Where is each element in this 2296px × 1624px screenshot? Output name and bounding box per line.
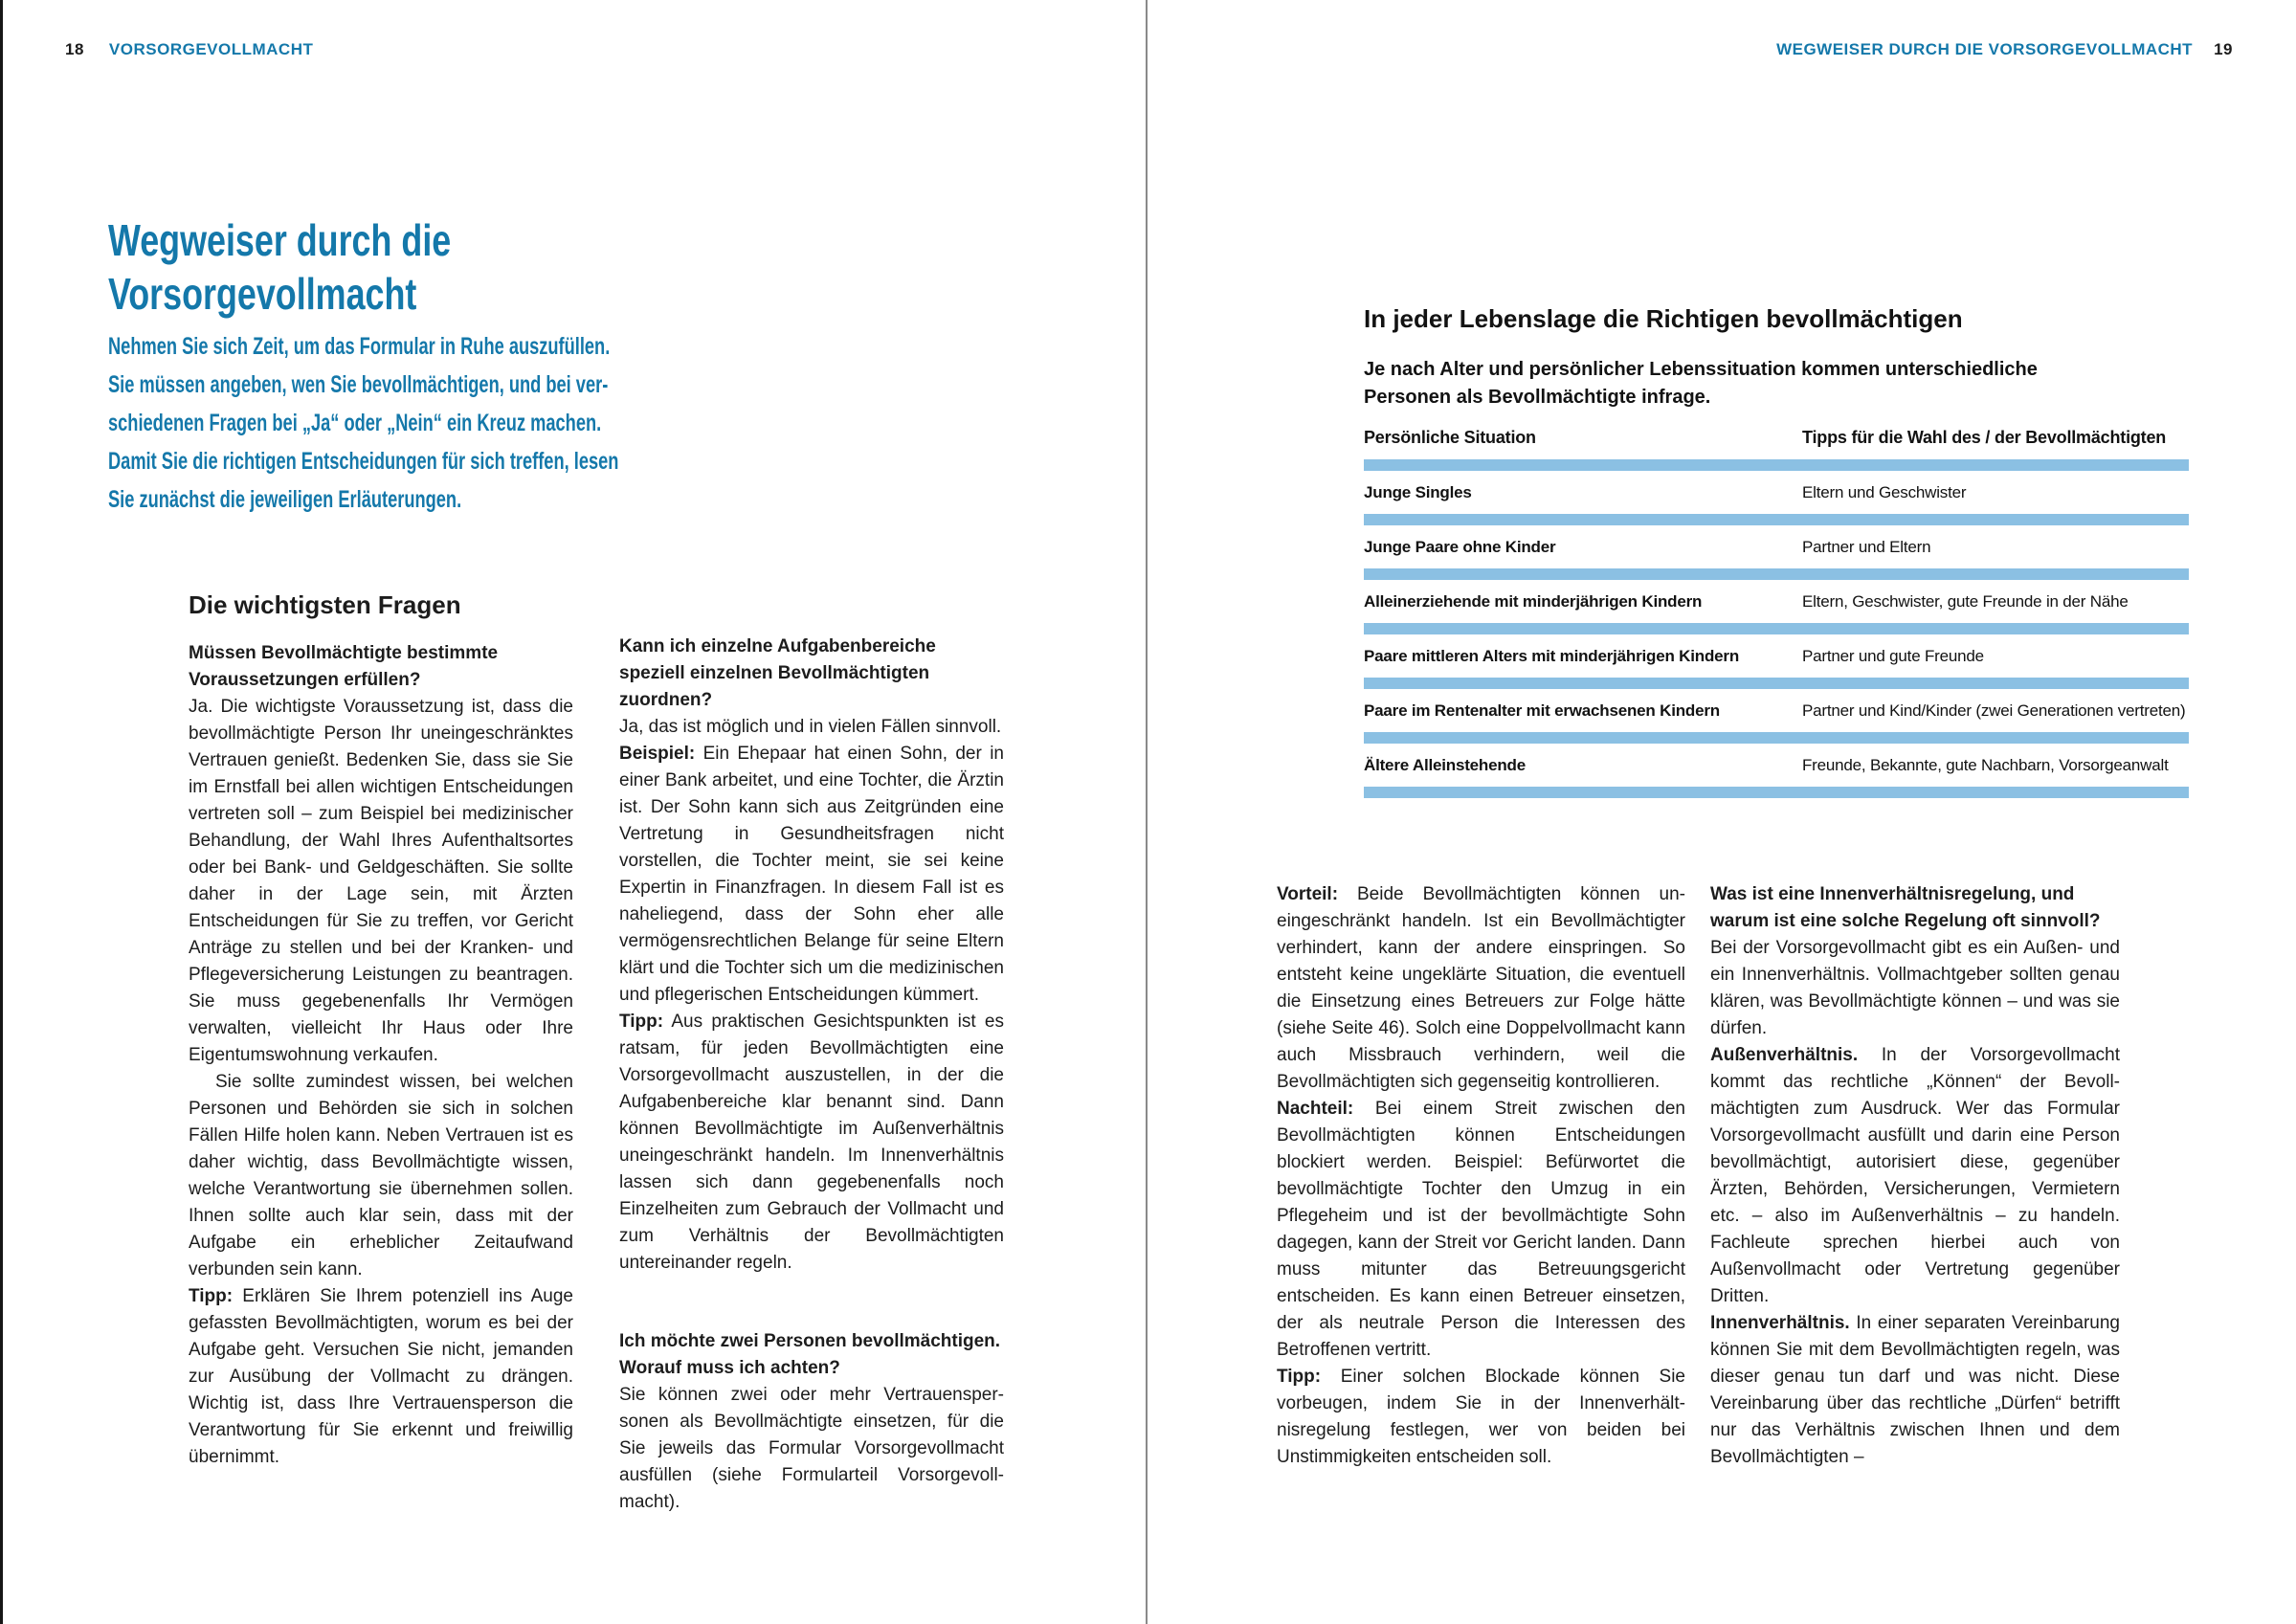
table-separator-bar [1364, 568, 2189, 580]
tip-label: Tipp: [619, 1012, 664, 1032]
page-number-left: 18 [65, 40, 84, 58]
body-paragraph: Bei der Vorsorgevollmacht gibt es ein Außen- und ein Innenverhältnis. Vollmachtgeber sollten genau klären, was Bevollmächtigte können – und was sie dürfen. [1710, 938, 2120, 1038]
tip-paragraph [189, 1283, 573, 1471]
running-title-right: WEGWEISER DURCH DIE VORSORGEVOLLMACHT [1776, 40, 2194, 58]
table-separator-bar [1364, 514, 2189, 525]
intro-line: Sie zunächst die jeweiligen Erläuterungen. [108, 486, 462, 513]
tip-text: Aus praktischen Gesichtspunkten ist es ratsam, für jeden Bevollmächtigten eine Vorsorgevollmacht auszustellen, in der die Aufgabenbereiche klar benannt sind. Dann können Bevollmächtigte im Außenverhältnis uneingeschränkt handeln. Im Innenverhältnis lassen sich dann gegebenenfalls noch Einzelheiten zum Gebrauch der Vollmacht und zum Verhältnis der Bevollmächtigten untereinander regeln. [619, 1012, 1004, 1273]
body-paragraph: Ja, das ist möglich und in vielen Fällen sinnvoll. [619, 717, 1002, 737]
tip-text: Erklären Sie Ihrem potenziell ins Auge gefassten Bevollmächtigten, worum es bei der Aufgabe geht. Versuchen Sie nicht, jemanden zur Ausübung der Vollmacht zu drängen. Wichtig ist, dass Ihre Vertrauensperson die Verantwortung für Sie erkennt und freiwillig übernimmt. [189, 1286, 573, 1467]
chapter-title-line: Vorsorgevollmacht [108, 268, 417, 319]
running-header-left [65, 40, 313, 59]
question-title: Kann ich einzelne Aufgabenbereiche speziell einzelnen Bevollmächtigten zuordnen? [619, 636, 936, 710]
table-row [1364, 634, 2189, 678]
outer-relation-paragraph [1710, 1042, 2120, 1310]
inner-relation-text: In einer separaten Vereinbarung können Sie mit dem Bevollmächtigten regeln, was dieser genau tun darf und was nicht. Diese Vereinbarung über das rechtliche „Dürfen“ betrifft nur das Verhältnis zwischen Ihnen und dem Bevollmächtigten – [1710, 1313, 2120, 1467]
table-cell-situation: Alleinerziehende mit minderjährigen Kindern [1364, 592, 1703, 611]
scan-edge [0, 0, 3, 1624]
table-cell-tip: Freunde, Bekannte, gute Nachbarn, Vorsorgeanwalt [1802, 756, 2169, 774]
table-separator-bar [1364, 459, 2189, 471]
table-separator-bar [1364, 732, 2189, 744]
intro-line: Nehmen Sie sich Zeit, um das Formular in Ruhe auszufüllen. [108, 333, 611, 360]
chapter-intro [108, 327, 618, 519]
table-row [1364, 525, 2189, 568]
table-row [1364, 689, 2189, 732]
example-text: Ein Ehepaar hat einen Sohn, der in einer Bank arbeitet, und eine Tochter, die Ärztin ist. Der Sohn kann sich aus Zeitgründen eine Vertretung in Gesundheitsfragen nicht vorstellen, die Tochter meint, sie sei keine Expertin in Finanzfragen. In diesem Fall ist es naheliegend, dass der Sohn eher alle vermögensrechtlichen Belange für seine Eltern klärt und die Tochter sich um die medizinischen und pflegerischen Entscheidungen kümmert. [619, 744, 1004, 1005]
page-number-right: 19 [2214, 40, 2233, 58]
table-cell-tip: Eltern, Geschwister, gute Freunde in der Nähe [1802, 592, 2129, 611]
disadvantage-paragraph [1277, 1096, 1685, 1364]
question-title: Müssen Bevollmächtigte bestimmte Voraussetzungen erfüllen? [189, 643, 499, 690]
disadvantage-label: Nachteil: [1277, 1099, 1354, 1119]
body-paragraph: Sie können zwei oder mehr Vertrauenspersonen als Bevollmächtigte einsetzen, für die Sie jeweils das Formular Vorsorgevollmacht ausfüllen (siehe Formularteil Vorsorgevollmacht). [619, 1385, 1004, 1512]
table-cell-tip: Partner und Kind/Kinder (zwei Generationen vertreten) [1802, 701, 2186, 720]
tip-label: Tipp: [189, 1286, 234, 1306]
table-row [1364, 744, 2189, 787]
table-cell-tip: Partner und gute Freunde [1802, 647, 1984, 665]
inner-relation-label: Innenverhältnis. [1710, 1313, 1850, 1333]
right-page-column-2 [1710, 881, 2120, 1471]
outer-relation-label: Außenverhältnis. [1710, 1045, 1859, 1065]
table-cell-situation: Junge Singles [1364, 483, 1472, 501]
chapter-title [108, 213, 451, 321]
tip-label: Tipp: [1277, 1367, 1322, 1387]
right-page-column-1 [1277, 881, 1685, 1471]
inner-relation-paragraph [1710, 1310, 2120, 1471]
disadvantage-text: Bei einem Streit zwischen den Bevollmächtigten können Entscheidungen blockiert werden. Beispiel: Befürwortet die bevollmächtigte Tochter den Umzug in ein Pflegeheim und ist der bevollmächtigte Sohn dagegen, kann der Streit vor Gericht landen. Dann muss mitunter das Betreuungsgericht entscheiden. Es kann einen Betreuer einsetzen, der als neutrale Person die Interessen des Betroffenen vertritt. [1277, 1099, 1685, 1360]
table-subtitle-line: Je nach Alter und persönlicher Lebenssituation kommen unterschiedliche [1364, 359, 2038, 380]
left-page-column-1 [189, 590, 573, 1471]
section-heading: Die wichtigsten Fragen [189, 590, 461, 619]
table-header-tips: Tipps für die Wahl des / der Bevollmächtigten [1802, 428, 2167, 447]
table-separator-bar [1364, 678, 2189, 689]
table-separator-bar [1364, 787, 2189, 798]
table-row [1364, 580, 2189, 623]
table-cell-situation: Paare im Rentenalter mit erwachsenen Kindern [1364, 701, 1720, 720]
table-separator-bar [1364, 623, 2189, 634]
life-situation-table [1364, 304, 2189, 798]
table-subtitle [1364, 356, 2189, 412]
table-cell-tip: Partner und Eltern [1802, 538, 1931, 556]
table-cell-situation: Paare mittleren Alters mit minderjährigen Kindern [1364, 647, 1740, 665]
intro-line: Sie müssen angeben, wen Sie bevollmächtigen, und bei ver- [108, 371, 609, 398]
table-header-situation: Persönliche Situation [1364, 428, 1536, 447]
tip-paragraph [1277, 1364, 1685, 1471]
example-label: Beispiel: [619, 744, 696, 764]
running-header-right [1776, 40, 2233, 59]
intro-line: schiedenen Fragen bei „Ja“ oder „Nein“ ein Kreuz machen. [108, 410, 602, 436]
page-gutter-divider [1146, 0, 1148, 1624]
outer-relation-text: In der Vorsorgevollmacht kommt das rechtliche „Können“ der Bevollmächtigten zum Ausdruck. Wer das Formular Vorsorgevollmacht ausfüllt und darin eine Person bevollmächtigt, autorisiert diese, gegenüber Ärzten, Behörden, Versicherungen, Vermietern etc. – also im Außenverhältnis – zu handeln. Fachleute sprechen hierbei auch von Außenvollmacht oder Vertretung gegenüber Dritten. [1710, 1045, 2120, 1306]
intro-line: Damit Sie die richtigen Entscheidungen für sich treffen, lesen [108, 448, 619, 475]
table-cell-situation: Junge Paare ohne Kinder [1364, 538, 1556, 556]
left-page-column-2 [619, 634, 1004, 1516]
example-paragraph [619, 741, 1004, 1009]
body-paragraph: Ja. Die wichtigste Voraussetzung ist, dass die bevollmächtigte Person Ihr uneingeschränktes Vertrauen genießt. Bedenken Sie, dass sie Sie im Ernstfall bei allen wichtigen Entscheidungen vertreten soll – zum Beispiel bei medizinischer Behandlung, der Wahl Ihres Aufenthaltsortes oder bei Bank- und Geldgeschäften. Sie sollte daher in der Lage sein, mit Ärzten Entscheidungen für Sie zu treffen, vor Gericht Anträge zu stellen und bei der Kranken- und Pflegeversicherung Leistungen zu beantragen. Sie muss gegebenenfalls Ihr Vermögen verwalten, vielleicht Ihr Haus oder Ihre Eigentumswohnung verkaufen. [189, 697, 573, 1065]
question-title: Was ist eine Innenverhältnisregelung, und warum ist eine solche Regelung oft sinnvoll? [1710, 884, 2101, 931]
table-cell-situation: Ältere Alleinstehende [1364, 756, 1526, 774]
advantage-text: Beide Bevollmächtigten können uneingeschränkt handeln. Ist ein Bevollmächtigter verhindert, kann der andere einspringen. So entsteht keine ungeklärte Situation, die eventuell die Einsetzung eines Betreuers zur Folge hätte (siehe Seite 46). Solch eine Doppelvollmacht kann auch Missbrauch verhindern, weil die Bevollmächtigten sich gegenseitig kontrollieren. [1277, 884, 1685, 1092]
question-title: Ich möchte zwei Personen bevollmächtigen. Worauf muss ich achten? [619, 1331, 1001, 1378]
running-title-left: VORSORGEVOLLMACHT [108, 40, 314, 58]
table-header-row [1364, 428, 2189, 448]
body-paragraph: Sie sollte zumindest wissen, bei welchen Personen und Behörden sie sich in solchen Fällen Hilfe holen kann. Neben Vertrauen ist es daher wichtig, dass Bevollmächtigte wissen, welche Verantwortung sie übernehmen sollen. Ihnen sollte auch klar sein, dass mit der Aufgabe ein erheblicher Zeitaufwand verbunden sein kann. [189, 1072, 573, 1279]
table-cell-tip: Eltern und Geschwister [1802, 483, 1967, 501]
advantage-paragraph [1277, 881, 1685, 1096]
tip-paragraph [619, 1009, 1004, 1277]
table-subtitle-line: Personen als Bevollmächtigte infrage. [1364, 387, 1711, 408]
tip-text: Einer solchen Blockade können Sie vorbeugen, indem Sie in der Innenverhältnisregelung festlegen, wer von beiden bei Unstimmigkeiten entscheiden soll. [1277, 1367, 1685, 1467]
chapter-title-line: Wegweiser durch die [108, 214, 452, 265]
table-title: In jeder Lebenslage die Richtigen bevollmächtigen [1364, 304, 1963, 333]
table-row [1364, 471, 2189, 514]
advantage-label: Vorteil: [1277, 884, 1339, 904]
